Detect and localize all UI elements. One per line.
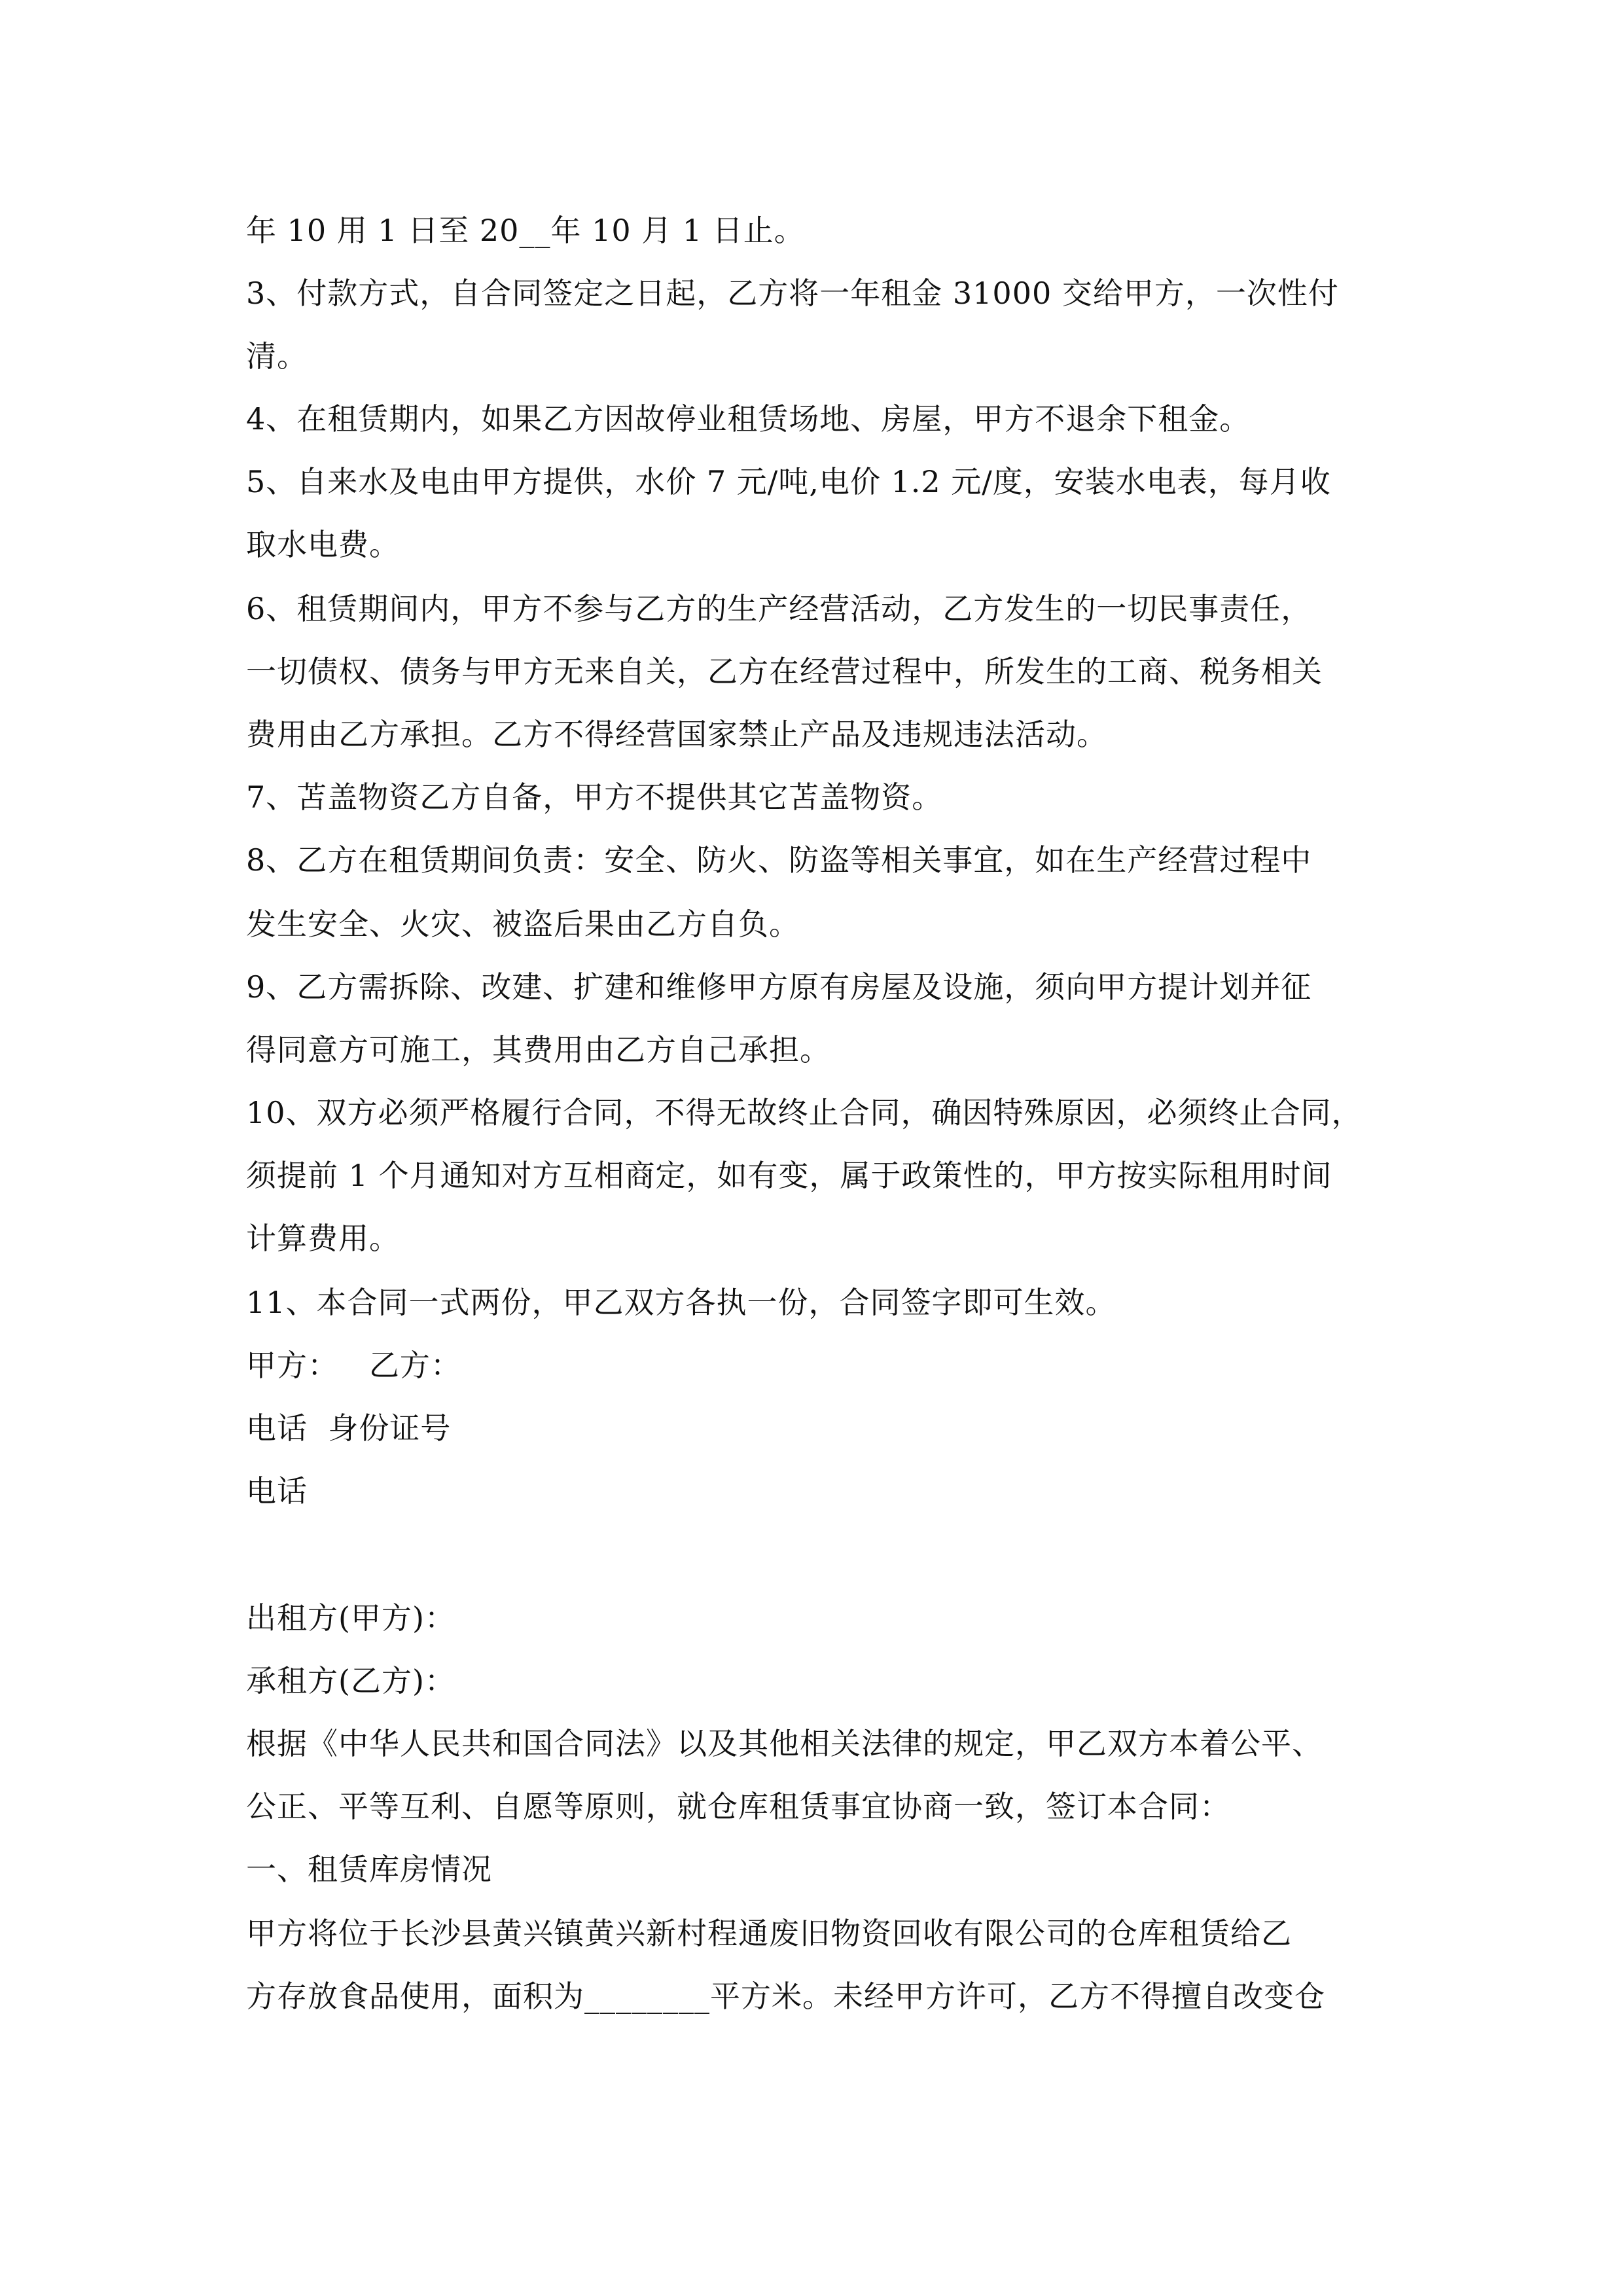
text-line: 得同意方可施工，其费用由乙方自己承担。 — [246, 1032, 830, 1067]
text-line: 11、本合同一式两份，甲乙双方各执一份，合同签字即可生效。 — [246, 1285, 1116, 1320]
section-heading: 一、租赁库房情况 — [246, 1852, 492, 1887]
text-line: 4、在租赁期内，如果乙方因故停业租赁场地、房屋，甲方不退余下租金。 — [246, 401, 1251, 437]
text-line: 一切债权、债务与甲方无来自关，乙方在经营过程中，所发生的工商、税务相关 — [246, 654, 1323, 689]
text-line: 甲方将位于长沙县黄兴镇黄兴新村程通废旧物资回收有限公司的仓库租赁给乙 — [246, 1916, 1292, 1951]
text-line: 7、苫盖物资乙方自备，甲方不提供其它苫盖物资。 — [246, 780, 943, 815]
text-line: 须提前 1 个月通知对方互相商定，如有变，属于政策性的，甲方按实际租用时间 — [246, 1158, 1332, 1193]
text-line: 计算费用。 — [246, 1221, 400, 1256]
text-line: 年 10 用 1 日至 20__年 10 月 1 日止。 — [246, 213, 805, 248]
text-line: 清。 — [246, 338, 308, 374]
text-line: 公正、平等互利、自愿等原则，就仓库租赁事宜协商一致，签订本合同： — [246, 1789, 1230, 1824]
text-line: 3、付款方式，自合同签定之日起，乙方将一年租金 31000 交给甲方，一次性付 — [246, 276, 1339, 311]
lessor-label: 出租方(甲方)： — [246, 1600, 455, 1636]
signature-phone-label: 电话 — [246, 1473, 308, 1509]
lessee-label: 承租方(乙方)： — [246, 1663, 455, 1698]
text-line: 6、租赁期间内，甲方不参与乙方的生产经营活动，乙方发生的一切民事责任， — [246, 591, 1312, 626]
signature-party-labels: 甲方： 乙方： — [246, 1348, 461, 1383]
text-line: 发生安全、火灾、被盗后果由乙方自负。 — [246, 906, 800, 942]
text-line: 方存放食品使用，面积为________平方米。未经甲方许可，乙方不得擅自改变仓 — [246, 1979, 1325, 2014]
text-line: 10、双方必须严格履行合同，不得无故终止合同，确因特殊原因，必须终止合同， — [246, 1095, 1363, 1130]
text-line: 9、乙方需拆除、改建、扩建和维修甲方原有房屋及设施，须向甲方提计划并征 — [246, 969, 1312, 1005]
text-line: 8、乙方在租赁期间负责：安全、防火、防盗等相关事宜，如在生产经营过程中 — [246, 842, 1312, 878]
signature-contact-labels: 电话 身份证号 — [246, 1410, 452, 1446]
text-line: 取水电费。 — [246, 527, 400, 562]
text-line: 费用由乙方承担。乙方不得经营国家禁止产品及违规违法活动。 — [246, 717, 1107, 752]
text-line: 根据《中华人民共和国合同法》以及其他相关法律的规定，甲乙双方本着公平、 — [246, 1726, 1323, 1761]
text-line: 5、自来水及电由甲方提供，水价 7 元/吨,电价 1.2 元/度，安装水电表，每月收 — [246, 464, 1331, 499]
